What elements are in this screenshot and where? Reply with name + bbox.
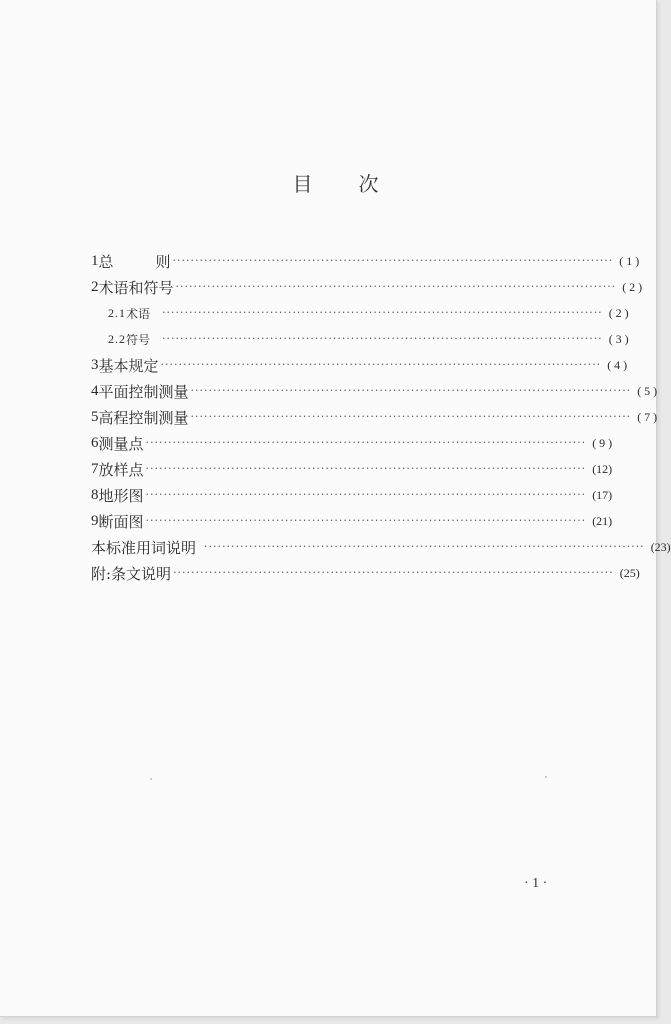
toc-entry[interactable] bbox=[91, 430, 613, 456]
leader-dots: ·································································································· bbox=[172, 254, 614, 267]
leader-dots: ·································································································· bbox=[173, 566, 614, 579]
toc-entry-page: ( 2 ) bbox=[608, 305, 629, 320]
leader-dots: ·································································································· bbox=[162, 306, 603, 319]
toc-entry-number: 9 bbox=[91, 512, 99, 529]
toc-entry-label: 地形图 bbox=[98, 486, 144, 505]
toc-entry-number: 2 bbox=[91, 278, 99, 295]
leader-dots: ·································································································· bbox=[145, 514, 587, 527]
toc-entry-number: 3 bbox=[91, 356, 99, 373]
toc-entry-page: (21) bbox=[592, 513, 613, 528]
toc-entry-label: 符号 bbox=[126, 332, 151, 347]
page-title bbox=[0, 168, 671, 197]
toc-entry-page: (12) bbox=[592, 461, 613, 476]
toc-entry[interactable] bbox=[91, 404, 658, 430]
leader-dots: ·································································································· bbox=[145, 488, 587, 501]
leader-dots: ·································································································· bbox=[145, 436, 587, 449]
scan-speck bbox=[150, 778, 152, 780]
toc-entry-label: 断面图 bbox=[98, 512, 144, 531]
toc-entry-label: 附:条文说明 bbox=[91, 564, 172, 583]
toc-subentry[interactable] bbox=[91, 326, 629, 352]
leader-dots: ·································································································· bbox=[145, 462, 587, 475]
toc-entry-page: (25) bbox=[619, 565, 640, 580]
toc-subentry[interactable] bbox=[91, 300, 629, 326]
toc-entry-number: 6 bbox=[91, 434, 99, 451]
toc-entry-label: 放样点 bbox=[98, 460, 144, 479]
toc-entry-page: (23) bbox=[650, 539, 671, 554]
toc-entry-page: ( 9 ) bbox=[592, 435, 613, 450]
leader-dots: ·································································································· bbox=[204, 540, 645, 553]
toc-entry-label: 术语 bbox=[126, 306, 151, 321]
title-char-right: 次 bbox=[358, 172, 379, 196]
toc-entry-label: 基本规定 bbox=[98, 356, 159, 375]
toc-entry-page: ( 5 ) bbox=[637, 383, 658, 398]
toc-entry-label: 总 则 bbox=[98, 252, 171, 271]
toc-entry-number: 1 bbox=[91, 252, 99, 269]
toc-entry[interactable] bbox=[91, 248, 640, 274]
toc-entry-number: 8 bbox=[91, 486, 99, 503]
toc-entry[interactable] bbox=[91, 560, 640, 586]
toc-entry-page: ( 7 ) bbox=[637, 409, 658, 424]
toc-entry[interactable] bbox=[91, 352, 628, 378]
toc-entry-page: ( 4 ) bbox=[607, 357, 628, 372]
leader-dots: ·································································································· bbox=[175, 280, 617, 293]
toc-entry[interactable] bbox=[91, 456, 613, 482]
leader-dots: ·································································································· bbox=[190, 410, 632, 423]
toc-entry-number: 7 bbox=[91, 460, 99, 477]
title-char-left: 目 bbox=[292, 172, 313, 196]
toc-entry-number: 4 bbox=[91, 382, 99, 399]
toc-entry-label: 测量点 bbox=[98, 434, 144, 453]
toc-entry[interactable] bbox=[91, 378, 658, 404]
leader-dots: ·································································································· bbox=[162, 332, 603, 345]
toc-entry-number: 5 bbox=[91, 408, 99, 425]
scan-speck bbox=[545, 776, 547, 778]
toc-entry[interactable] bbox=[91, 534, 671, 560]
leader-dots: ·································································································· bbox=[190, 384, 632, 397]
toc-entry[interactable] bbox=[91, 274, 643, 300]
toc-entry-number: 2.2 bbox=[108, 331, 126, 346]
toc-entry-page: (17) bbox=[592, 487, 613, 502]
toc-entry-label: 术语和符号 bbox=[98, 278, 174, 297]
toc-entry-label: 本标准用词说明 bbox=[91, 538, 197, 557]
toc-entry[interactable] bbox=[91, 482, 613, 508]
toc-entry-number: 2.1 bbox=[108, 305, 126, 320]
page-number: · 1 · bbox=[524, 876, 548, 891]
table-of-contents bbox=[91, 248, 671, 586]
toc-entry[interactable] bbox=[91, 508, 613, 534]
toc-entry-label: 高程控制测量 bbox=[98, 408, 189, 427]
toc-entry-page: ( 2 ) bbox=[622, 279, 643, 294]
toc-entry-page: ( 3 ) bbox=[608, 331, 629, 346]
leader-dots: ·································································································· bbox=[160, 358, 602, 371]
toc-entry-page: ( 1 ) bbox=[619, 253, 640, 268]
toc-entry-label: 平面控制测量 bbox=[98, 382, 189, 401]
